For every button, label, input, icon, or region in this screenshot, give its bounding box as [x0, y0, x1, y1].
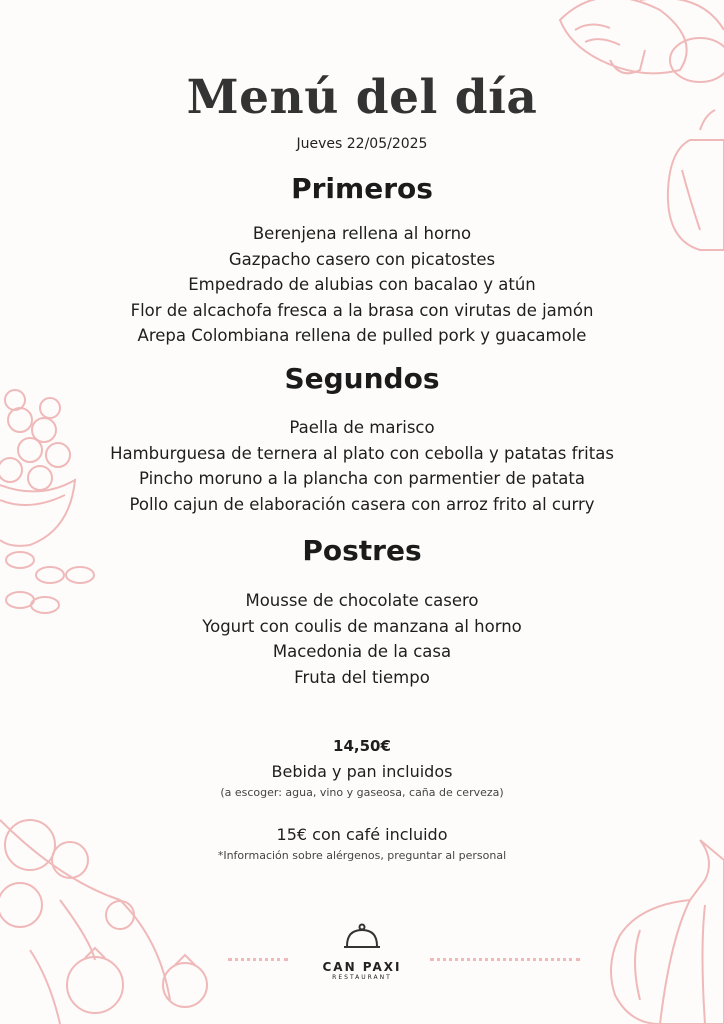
menu-item: Empedrado de alubias con bacalao y atún [188, 275, 536, 294]
brand-name: CAN PAXI [322, 960, 402, 974]
section-title-segundos: Segundos [284, 362, 440, 395]
drink-options-note: (a escoger: agua, vino y gaseosa, caña de cerveza) [220, 786, 504, 799]
menu-item: Pollo cajun de elaboración casera con arroz frito al curry [129, 494, 595, 514]
menu-item: Berenjena rellena al horno [252, 224, 472, 243]
section-list-segundos [0, 415, 724, 517]
section-list-primeros [0, 221, 724, 349]
menu-item: Mousse de chocolate casero [245, 591, 479, 610]
restaurant-logo [312, 922, 412, 981]
menu-item: Arepa Colombiana rellena de pulled pork y guacamole [137, 326, 587, 345]
cloche-icon [342, 922, 382, 954]
section-title-postres: Postres [302, 534, 422, 567]
divider-left [228, 958, 288, 961]
menu-item: Macedonia de la casa [272, 642, 452, 661]
divider-right [430, 958, 580, 961]
included-note: Bebida y pan incluidos [271, 762, 453, 781]
section-title-primeros: Primeros [291, 172, 433, 205]
menu-title: Menú del día [186, 70, 538, 125]
menu-item: Pincho moruno a la plancha con parmentier de patata [139, 469, 585, 488]
menu-item: Fruta del tiempo [294, 667, 430, 687]
menu-date: Jueves 22/05/2025 [296, 136, 428, 152]
menu-item: Paella de marisco [289, 418, 435, 437]
section-list-postres [0, 588, 724, 690]
menu-item: Yogurt con coulis de manzana al horno [202, 616, 522, 636]
menu-item: Hamburguesa de ternera al plato con cebolla y patatas fritas [110, 443, 614, 463]
menu-item: Flor de alcachofa fresca a la brasa con virutas de jamón [130, 300, 594, 320]
coffee-price: 15€ con café incluido [276, 825, 448, 844]
menu-price: 14,50€ [333, 737, 391, 755]
allergen-note: *Información sobre alérgenos, preguntar al personal [217, 849, 507, 862]
brand-subtitle: RESTAURANT [332, 974, 392, 981]
menu-item: Gazpacho casero con picatostes [228, 249, 496, 269]
